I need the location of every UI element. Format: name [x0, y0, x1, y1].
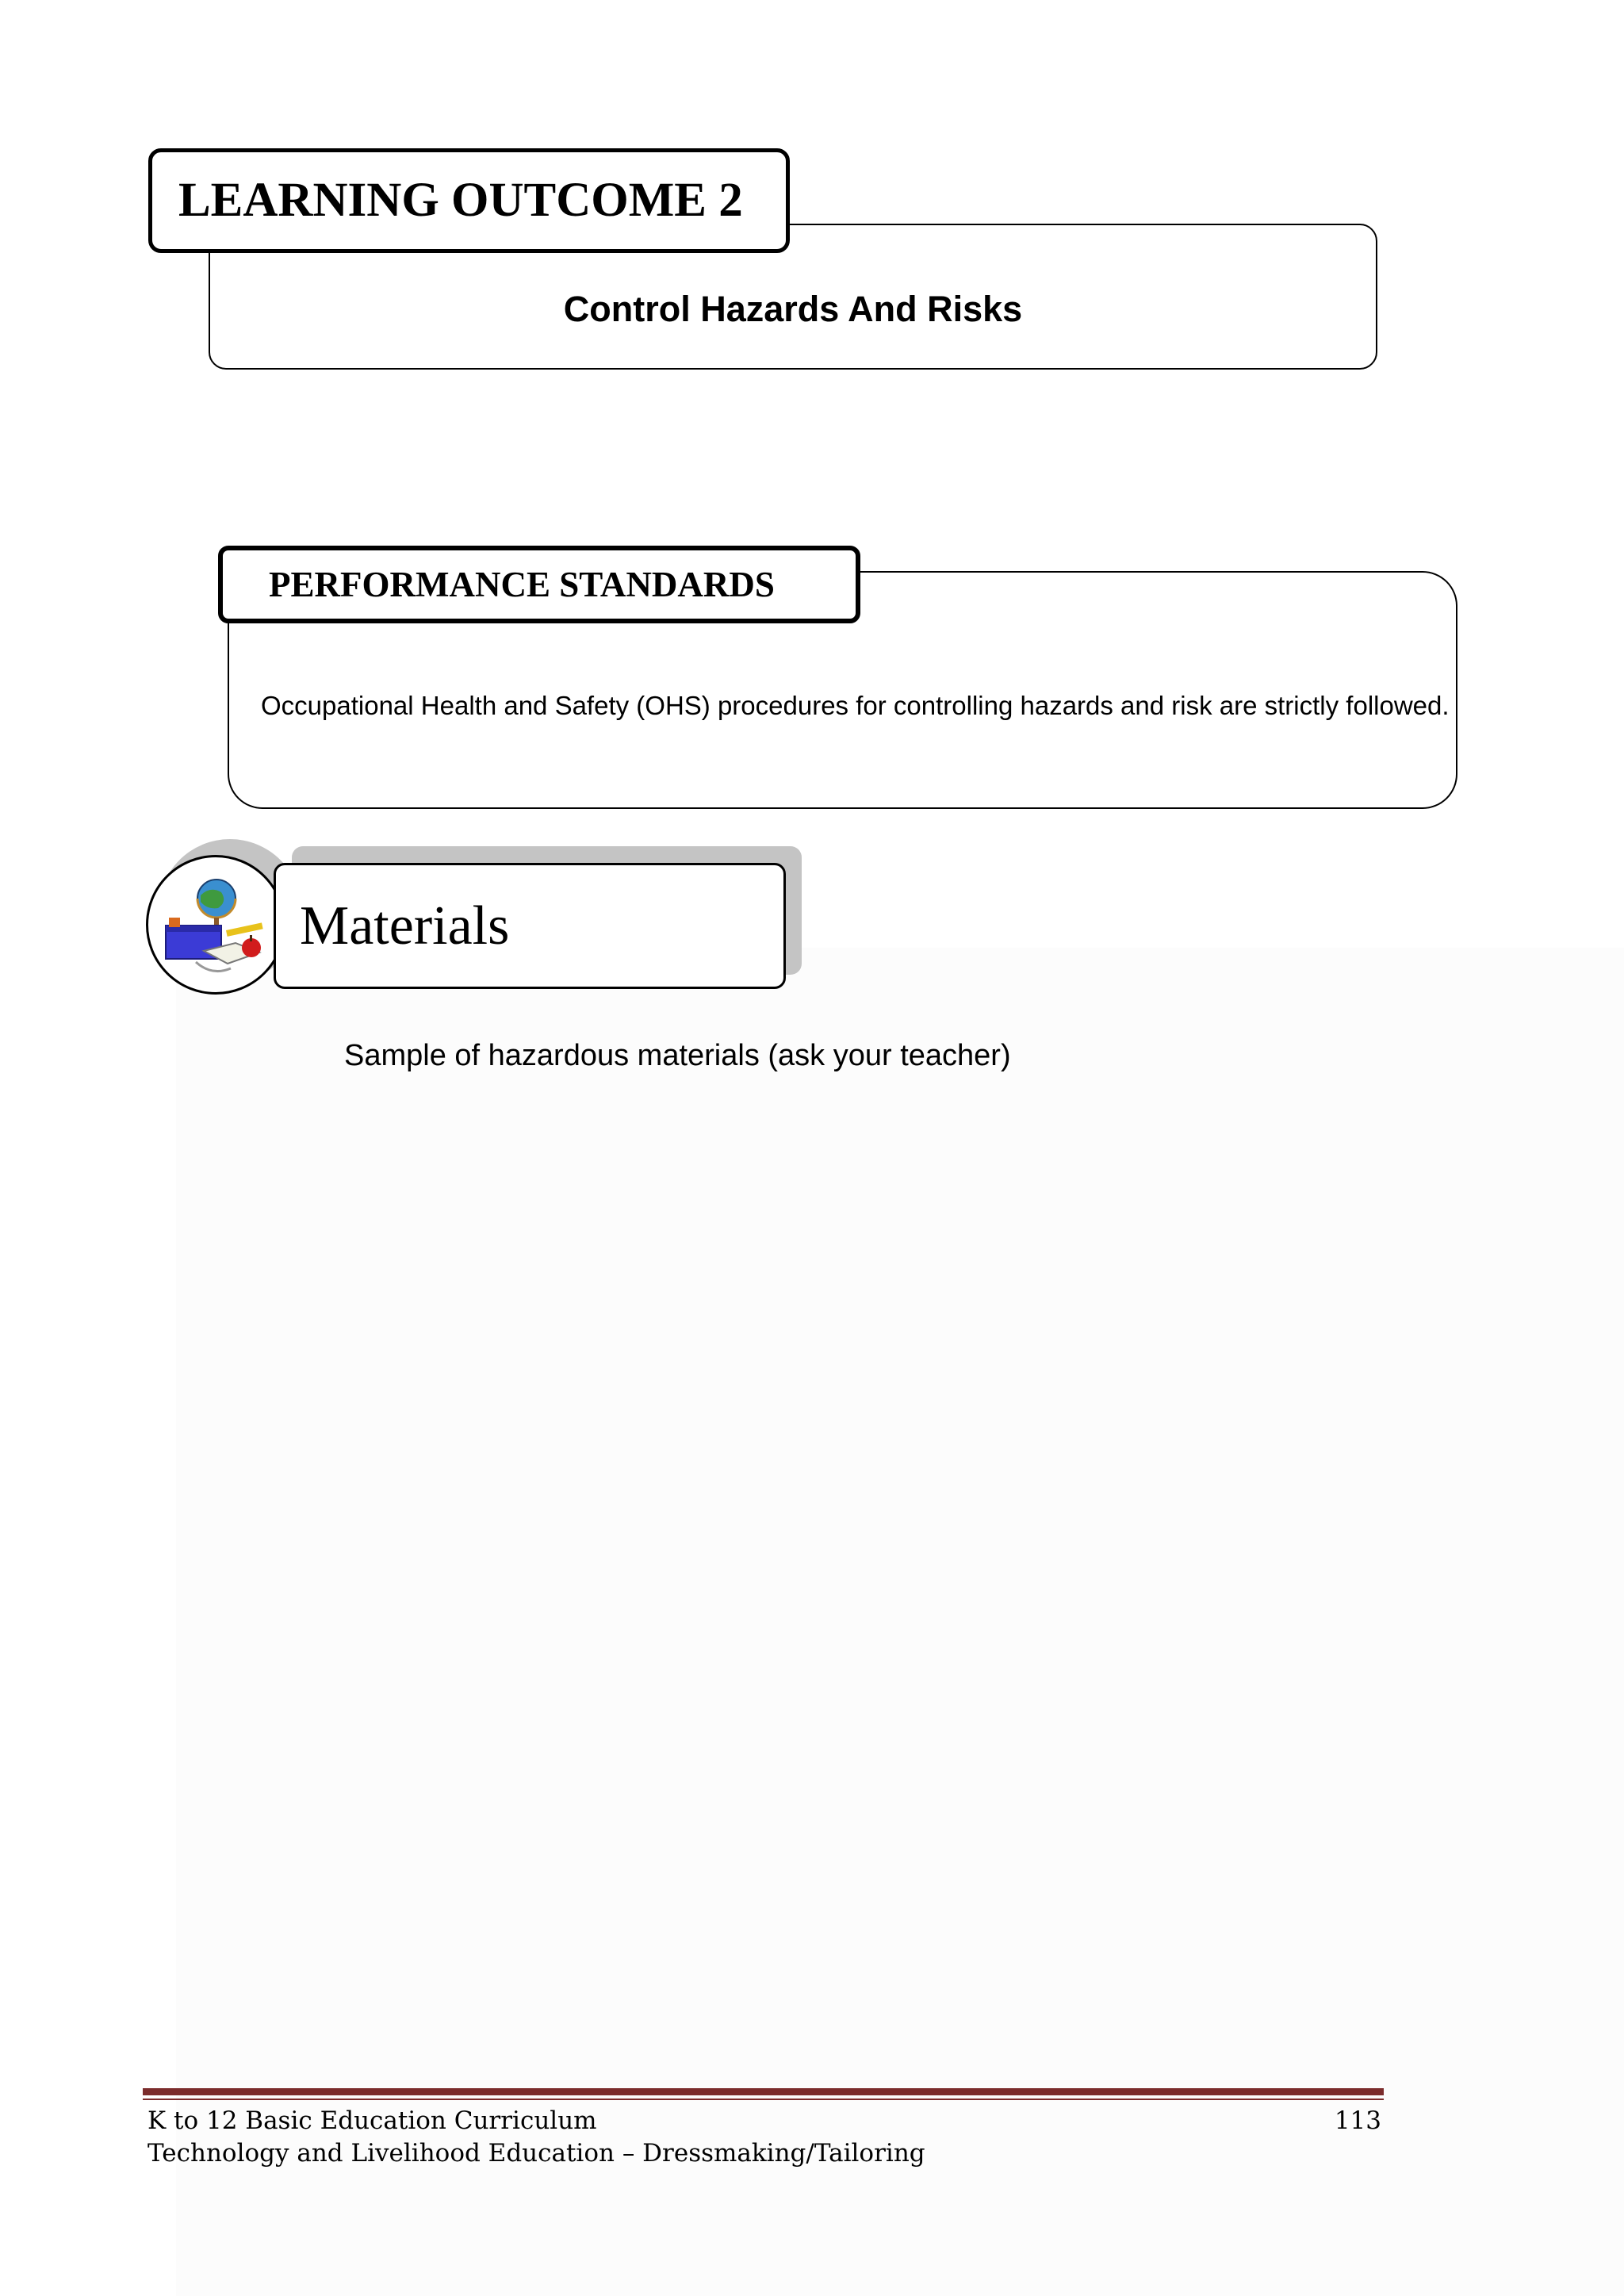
- learning-materials-icon: [146, 855, 285, 995]
- learning-materials-icon-graphic: [148, 857, 285, 995]
- materials-title: Materials: [274, 863, 786, 989]
- performance-standards-text: Occupational Health and Safety (OHS) procedures for controlling hazards and risk are strictly followed.: [261, 691, 1450, 720]
- footer-divider: [143, 2088, 1384, 2095]
- page-number: 113: [1334, 2106, 1381, 2135]
- footer-divider-thin: [143, 2099, 1384, 2100]
- learning-outcome-title: LEARNING OUTCOME 2: [148, 148, 790, 253]
- footer-curriculum: K to 12 Basic Education Curriculum: [147, 2106, 597, 2135]
- performance-standards-title: PERFORMANCE STANDARDS: [218, 546, 860, 623]
- footer-subject: Technology and Livelihood Education – Dressmaking/Tailoring: [147, 2139, 925, 2168]
- materials-text: Sample of hazardous materials (ask your teacher): [344, 1039, 1011, 1072]
- learning-outcome-subtitle: Control Hazards And Risks: [563, 289, 1023, 329]
